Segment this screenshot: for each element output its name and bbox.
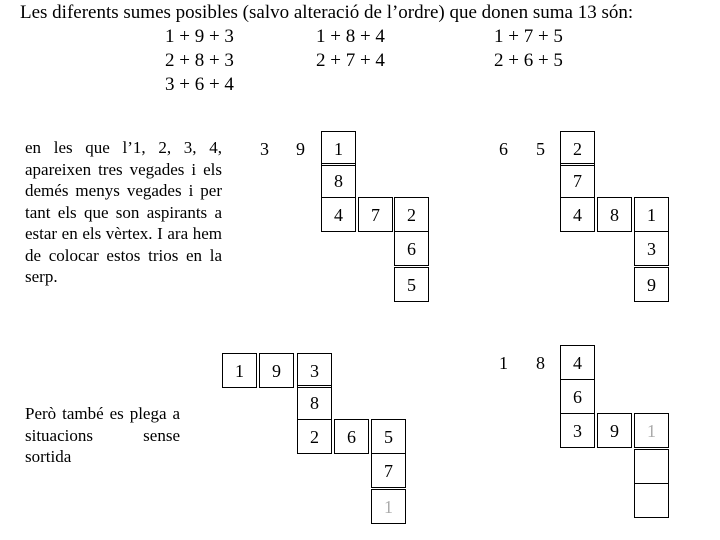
snake-cell: 7 <box>560 163 595 198</box>
snake-cell: 5 <box>536 138 545 159</box>
snake-cell: 1 <box>499 352 508 373</box>
snake-cell: 5 <box>371 419 406 454</box>
snake-cell: 1 <box>371 489 406 524</box>
snake-cell <box>634 483 669 518</box>
snake-cell: 1 <box>634 197 669 232</box>
snake-cell: 8 <box>536 352 545 373</box>
snake-cell: 4 <box>560 345 595 380</box>
dead-end-paragraph: Però també es plega a situacions sense sortida <box>25 404 180 466</box>
sum-5: 2 + 7 + 4 <box>316 50 385 71</box>
snake-cell: 6 <box>394 231 429 266</box>
snake-cell: 6 <box>334 419 369 454</box>
snake-cell: 3 <box>560 413 595 448</box>
snake-cell: 4 <box>321 197 356 232</box>
snake-cell: 9 <box>597 413 632 448</box>
snake-cell: 2 <box>394 197 429 232</box>
snake-cell: 6 <box>499 138 508 159</box>
snake-cell: 6 <box>560 379 595 414</box>
sum-2: 1 + 8 + 4 <box>316 26 385 47</box>
snake-cell: 9 <box>296 138 305 159</box>
snake-cell: 1 <box>321 131 356 166</box>
snake-cell: 1 <box>634 413 669 448</box>
snake-cell: 8 <box>321 163 356 198</box>
sum-7: 3 + 6 + 4 <box>165 74 234 95</box>
snake-cell: 5 <box>394 267 429 302</box>
snake-cell: 7 <box>371 453 406 488</box>
explanation-paragraph: en les que l’1, 2, 3, 4, apareixen tres vegades i els demés menys vegades i per tant els que son aspirants a estar en els vèrtex. I ara hem de colocar estos trios en la serp. <box>25 138 222 286</box>
snake-cell: 3 <box>260 138 269 159</box>
snake-cell: 2 <box>560 131 595 166</box>
snake-cell: 8 <box>297 385 332 420</box>
sum-3: 1 + 7 + 5 <box>494 26 563 47</box>
snake-cell: 1 <box>222 353 257 388</box>
snake-cell: 3 <box>634 231 669 266</box>
snake-cell: 9 <box>259 353 294 388</box>
snake-cell: 9 <box>634 267 669 302</box>
snake-cell: 8 <box>597 197 632 232</box>
intro-text: Les diferents sumes posibles (salvo alteració de l’ordre) que donen suma 13 són: <box>20 2 634 23</box>
snake-cell: 2 <box>297 419 332 454</box>
sum-6: 2 + 6 + 5 <box>494 50 563 71</box>
snake-cell: 4 <box>560 197 595 232</box>
sum-1: 1 + 9 + 3 <box>165 26 234 47</box>
snake-cell: 7 <box>358 197 393 232</box>
snake-cell: 3 <box>297 353 332 388</box>
snake-cell <box>634 449 669 484</box>
sum-4: 2 + 8 + 3 <box>165 50 234 71</box>
